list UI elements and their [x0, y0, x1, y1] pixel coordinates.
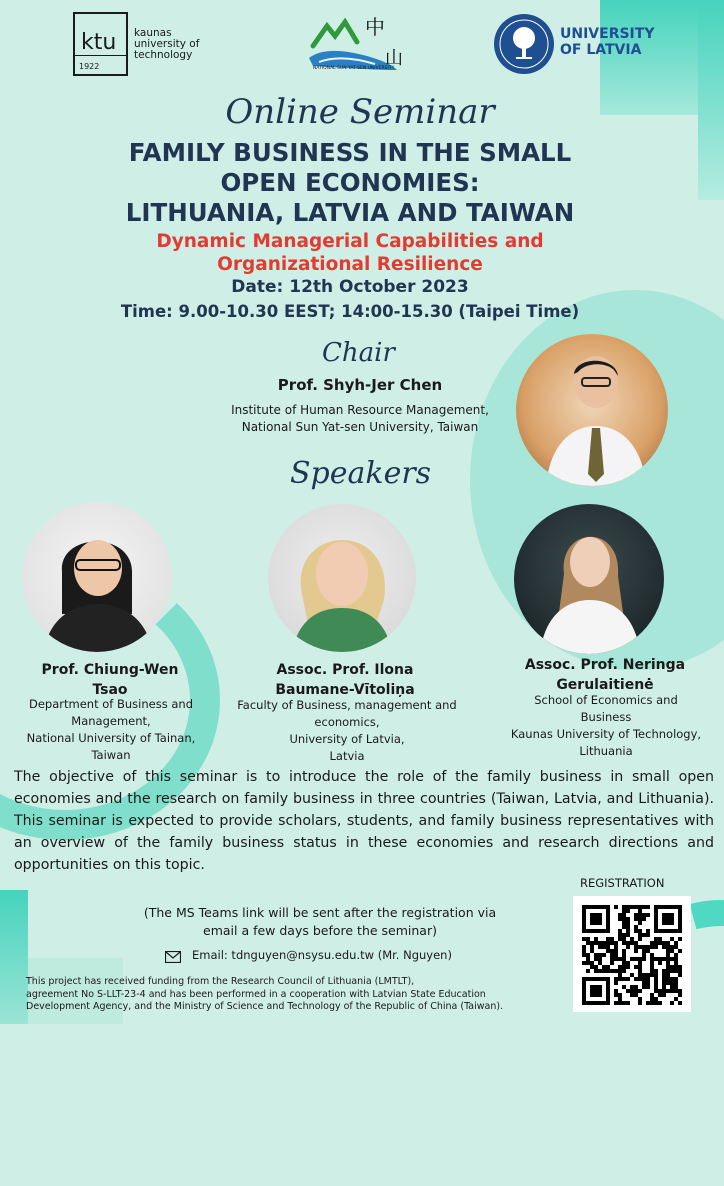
uol-name-line: UNIVERSITY: [560, 26, 655, 42]
qr-code-icon: [573, 896, 691, 1012]
svg-text:中: 中: [365, 15, 385, 39]
speaker-name-line: Baumane-Vītoliņa: [275, 682, 415, 698]
speaker-affiliation-line: Kaunas University of Technology,: [510, 727, 702, 741]
speaker-1-affiliation: [6, 696, 216, 764]
uol-seal: [494, 14, 554, 74]
decor-block-bottom-left: [0, 890, 28, 1024]
speaker-affiliation-line: Department of Business and: [29, 697, 193, 711]
speaker-affiliation-line: Business: [580, 710, 632, 724]
chair-affiliation: [200, 402, 520, 436]
speaker-name-line: Tsao: [92, 682, 128, 698]
speaker-name-line: Prof. Chiung-Wen: [41, 662, 179, 678]
chair-heading: Chair: [322, 338, 395, 368]
registration-note-line: (The MS Teams link will be sent after the registration via: [143, 905, 497, 920]
subtitle-line: Dynamic Managerial Capabilities and: [156, 231, 544, 252]
tree-icon: [494, 14, 554, 74]
decor-strip-right: [698, 0, 724, 200]
speaker-2-photo: [268, 504, 416, 652]
speakers-heading: Speakers: [290, 456, 432, 491]
speaker-3-photo: [514, 504, 664, 654]
title-line: FAMILY BUSINESS IN THE SMALL: [128, 138, 572, 167]
speaker-name-line: Gerulaitienė: [556, 677, 654, 693]
ktu-logo-name: [134, 28, 199, 61]
email-icon: [165, 948, 181, 960]
speaker-affiliation-line: economics,: [314, 715, 380, 729]
speaker-3-name: [500, 655, 710, 695]
svg-text:山: 山: [385, 48, 403, 69]
speaker-affiliation-line: University of Latvia,: [289, 732, 405, 746]
chair-affiliation-line: Institute of Human Resource Management,: [231, 403, 489, 417]
speaker-affiliation-line: Latvia: [329, 749, 365, 763]
person-silhouette-icon: [516, 334, 668, 486]
speaker-1-name: [20, 660, 200, 700]
chair-name: Prof. Shyh-Jer Chen: [277, 376, 443, 394]
registration-note-line: email a few days before the seminar): [203, 923, 437, 938]
ktu-logo-rule: [73, 55, 128, 56]
kicker-online-seminar: Online Seminar: [225, 92, 495, 132]
registration-note: [80, 904, 560, 940]
speaker-2-name: [240, 660, 450, 700]
event-date: Date: 12th October 2023: [231, 277, 469, 297]
subtitle: [100, 230, 600, 276]
subtitle-line: Organizational Resilience: [217, 254, 483, 275]
footer-line: This project has received funding from the Research Council of Lithuania (LMTLT),: [26, 976, 415, 987]
speaker-2-affiliation: [222, 697, 472, 765]
nsysu-logo-caption: NATIONAL SUN YAT-SEN UNIVERSITY: [313, 66, 395, 71]
speaker-1-photo: [22, 502, 172, 652]
uol-name-line: OF LATVIA: [560, 42, 642, 58]
person-silhouette-icon: [268, 504, 416, 652]
speaker-affiliation-line: Management,: [71, 714, 151, 728]
speaker-affiliation-line: Faculty of Business, management and: [237, 698, 457, 712]
title-line: OPEN ECONOMIES:: [220, 168, 480, 197]
funding-footer: [26, 976, 586, 1014]
speaker-name-line: Assoc. Prof. Neringa: [524, 657, 686, 673]
uol-logo-name: [560, 26, 654, 58]
page-title: [40, 138, 660, 228]
chair-affiliation-line: National Sun Yat-sen University, Taiwan: [241, 420, 479, 434]
contact-email[interactable]: Email: tdnguyen@nsysu.edu.tw (Mr. Nguyen): [192, 948, 452, 962]
speaker-affiliation-line: National University of Tainan,: [26, 731, 196, 745]
speaker-3-affiliation: [484, 692, 724, 760]
nsysu-logo: [305, 12, 415, 78]
speaker-affiliation-line: Taiwan: [91, 748, 131, 762]
title-line: LITHUANIA, LATVIA AND TAIWAN: [125, 198, 575, 227]
person-silhouette-icon: [514, 504, 664, 654]
person-silhouette-icon: [22, 502, 172, 652]
registration-label: REGISTRATION: [580, 876, 665, 890]
registration-qr-code[interactable]: [573, 896, 691, 1012]
event-time: Time: 9.00-10.30 EEST; 14:00-15.30 (Taipei Time): [120, 302, 580, 321]
ktu-name-line: university of: [134, 38, 200, 50]
seminar-objective: The objective of this seminar is to introduce the role of the family business in small open economies and the research on family business in three countries (Taiwan, Latvia, and Lithuania). This seminar is expected to provide scholars, students, and family business representatives with an overview of the family business status in these economies and research directions and opportunities on this topic.: [14, 769, 714, 873]
speaker-affiliation-line: Lithuania: [579, 744, 633, 758]
ktu-name-line: kaunas: [134, 27, 172, 39]
speaker-affiliation-line: School of Economics and: [534, 693, 678, 707]
ktu-name-line: technology: [134, 49, 193, 61]
footer-line: agreement No S-LLT-23-4 and has been performed in a cooperation with Latvian State Education: [26, 988, 486, 1000]
chair-photo: [516, 334, 668, 486]
ktu-logo: [73, 12, 128, 76]
ktu-logo-year: 1922: [79, 62, 100, 71]
ktu-logo-mark: ktu: [81, 30, 117, 55]
speaker-name-line: Assoc. Prof. Ilona: [276, 662, 414, 678]
footer-line: Development Agency, and the Ministry of Science and Technology of the Republic of China (Taiwan).: [26, 1001, 504, 1012]
